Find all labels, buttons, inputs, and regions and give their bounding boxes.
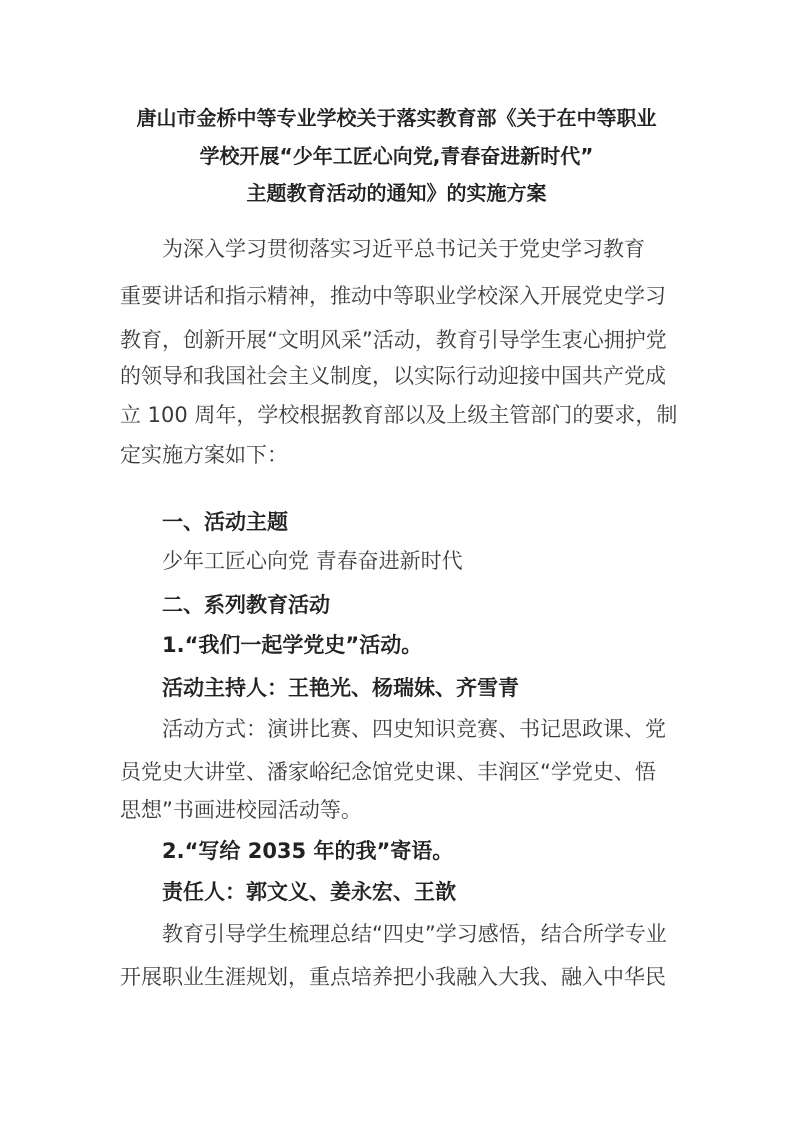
item-1-hosts: 活动主持人：王艳光、杨瑞妹、齐雪青 [162,676,519,700]
item-2-responsible: 责任人：郭文义、姜永宏、王歆 [162,880,456,904]
item-2-title: 2.“写给 2035 年的我”寄语。 [162,839,454,863]
intro-line-4: 的领导和我国社会主义制度，以实际行动迎接中国共产党成 [120,364,666,388]
intro-line-6: 定实施方案如下： [120,443,288,467]
document-title-line-3: 主题教育活动的通知》的实施方案 [246,181,547,205]
document-title-line-1: 唐山市金桥中等专业学校关于落实教育部《关于在中等职业 [136,106,657,130]
item-1-line-2: 员党史大讲堂、潘家峪纪念馆党史课、丰润区“学党史、悟 [120,760,656,784]
item-1-line-3: 思想”书画进校园活动等。 [120,798,362,822]
intro-line-3: 教育，创新开展“文明风采”活动，教育引导学生衷心拥护党 [120,328,667,352]
intro-line-2: 重要讲话和指示精神，推动中等职业学校深入开展党史学习 [120,284,666,308]
item-2-line-1: 教育引导学生梳理总结“四史”学习感悟，结合所学专业 [162,922,667,946]
section-2-heading: 二、系列教育活动 [162,593,330,617]
item-1-title: 1.“我们一起学党史”活动。 [162,633,423,657]
intro-line-1: 为深入学习贯彻落实习近平总书记关于党史学习教育 [162,237,645,261]
section-1-text: 少年工匠心向党 青春奋进新时代 [162,549,463,573]
item-2-line-2: 开展职业生涯规划，重点培养把小我融入大我、融入中华民 [120,965,666,989]
item-1-line-1: 活动方式：演讲比赛、四史知识竞赛、书记思政课、党 [162,717,666,741]
document-title-line-2: 学校开展“少年工匠心向党,青春奋进新时代” [199,144,594,168]
section-1-heading: 一、活动主题 [162,510,288,534]
intro-line-5: 立 100 周年，学校根据教育部以及上级主管部门的要求，制 [120,403,678,427]
